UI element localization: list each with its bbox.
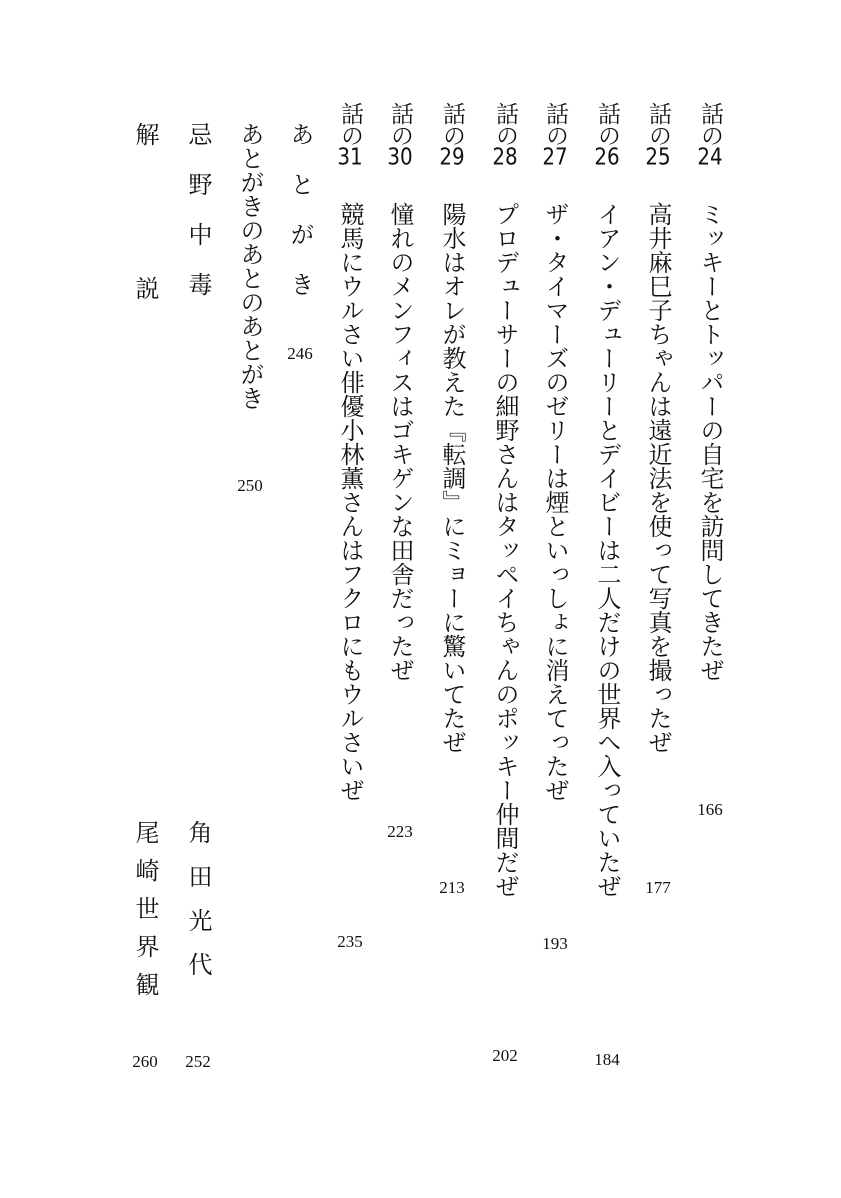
page-number: 260 <box>132 1052 158 1071</box>
chapter-title: ミッキーとトッパーの自宅を訪問してきたぜ <box>696 202 724 682</box>
chapter-title: ザ・タイマーズのゼリーは煙といっしょに消えてったぜ <box>541 202 569 802</box>
afterafterword-title: あとがきのあとのあとがき <box>236 122 264 410</box>
commentary-author: 尾崎世界観 <box>131 820 159 1010</box>
toc-entry-commentary-2[interactable] <box>125 102 165 1102</box>
chapter-label: 話の24 <box>697 102 723 169</box>
toc-entry[interactable] <box>380 102 420 1102</box>
chapter-number: 31 <box>337 146 363 169</box>
toc-entry[interactable] <box>638 102 678 1102</box>
toc-entry-commentary-1[interactable] <box>178 102 218 1102</box>
chapter-title: プロデューサーの細野さんはタッペイちゃんのポッキー仲間だぜ <box>491 202 519 898</box>
page-number: 184 <box>594 1050 620 1069</box>
afterword-title: あとがき <box>286 122 314 322</box>
chapter-number: 29 <box>439 146 465 169</box>
toc-entry[interactable] <box>485 102 525 1102</box>
chapter-label: 話の29 <box>439 102 465 169</box>
chapter-label: 話の28 <box>492 102 518 169</box>
commentary-title: 忌野中毒 <box>184 122 212 322</box>
page-number: 246 <box>287 344 313 363</box>
toc-entry-afterafterword[interactable] <box>230 102 270 1102</box>
chapter-title: 憧れのメンフィスはゴキゲンな田舎だったぜ <box>386 202 414 682</box>
chapter-title: 高井麻巳子ちゃんは遠近法を使って写真を撮ったぜ <box>644 202 672 754</box>
page-number: 252 <box>185 1052 211 1071</box>
page-number: 202 <box>492 1046 518 1065</box>
page-number: 166 <box>697 800 723 819</box>
chapter-title: 競馬にウルさい俳優小林薫さんはフクロにもウルさいぜ <box>336 202 364 802</box>
page-number: 193 <box>542 934 568 953</box>
toc-entry[interactable] <box>535 102 575 1102</box>
chapter-title: イアン・デューリーとデイビーは二人だけの世界へ入っていたぜ <box>593 202 621 898</box>
chapter-label: 話の27 <box>542 102 568 169</box>
chapter-label: 話の25 <box>645 102 671 169</box>
toc-entry[interactable] <box>690 102 730 1102</box>
chapter-label: 話の31 <box>337 102 363 169</box>
chapter-number: 25 <box>645 146 671 169</box>
toc-entry-afterword[interactable] <box>280 102 320 1102</box>
page-number: 213 <box>439 878 465 897</box>
toc-entry[interactable] <box>330 102 370 1102</box>
chapter-number: 26 <box>594 146 620 169</box>
page-number: 223 <box>387 822 413 841</box>
page-number: 177 <box>645 878 671 897</box>
chapter-label: 話の26 <box>594 102 620 169</box>
toc-entry[interactable] <box>432 102 472 1102</box>
page-number: 250 <box>237 476 263 495</box>
chapter-title: 陽水はオレが教えた『転調』にミョーに驚いてたぜ <box>438 202 466 754</box>
chapter-number: 24 <box>697 146 723 169</box>
commentary-title: 解説 <box>131 122 159 430</box>
commentary-author: 角田光代 <box>184 820 212 996</box>
page-number: 235 <box>337 932 363 951</box>
chapter-number: 28 <box>492 146 518 169</box>
chapter-number: 30 <box>387 146 413 169</box>
chapter-number: 27 <box>542 146 568 169</box>
chapter-label: 話の30 <box>387 102 413 169</box>
toc-entry[interactable] <box>587 102 627 1102</box>
